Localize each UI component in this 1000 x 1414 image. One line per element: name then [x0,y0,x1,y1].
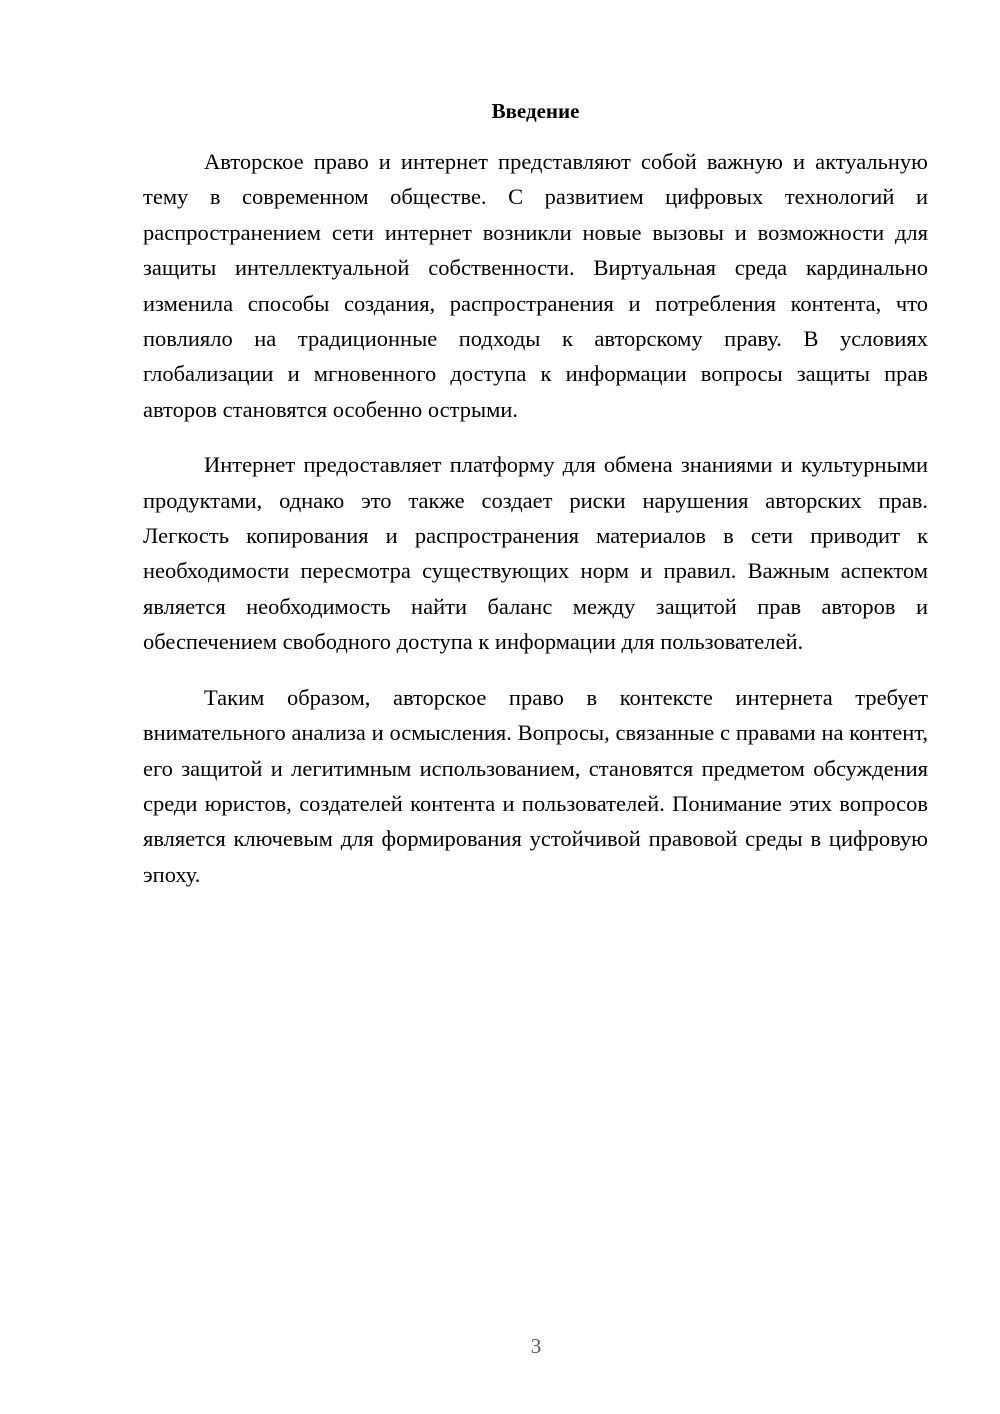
section-title: Введение [491,99,580,123]
paragraph-1: Авторское право и интернет представляют собой важную и актуальную тему в современном обществе. С развитием цифровых технологий и распространением сети интернет возникли новые вызовы и возможности для защиты интеллектуальной собственности. Виртуальная среда кардинально изменила способы создания, распространения и потребления контента, что повлияло на традиционные подходы к авторскому праву. В условиях глобализации и мгновенного доступа к информации вопросы защиты прав авторов становятся особенно острыми. [143,149,928,422]
page-number: 3 [530,1334,542,1358]
paragraph-2: Интернет предоставляет платформу для обмена знаниями и культурными продуктами, однако это также создает риски нарушения авторских прав. Легкость копирования и распространения материалов в сети приводит к необходимости пересмотра существующих норм и правил. Важным аспектом является необходимость найти баланс между защитой прав авторов и обеспечением свободного доступа к информации для пользователей. [143,452,928,655]
paragraph-3: Таким образом, авторское право в контексте интернета требует внимательного анализа и осмысления. Вопросы, связанные с правами на контент, его защитой и легитимным использованием, становятся предметом обсуждения среди юристов, создателей контента и пользователей. Понимание этих вопросов является ключевым для формирования устойчивой правовой среды в цифровую эпоху. [143,684,928,887]
page-content [143,98,928,912]
